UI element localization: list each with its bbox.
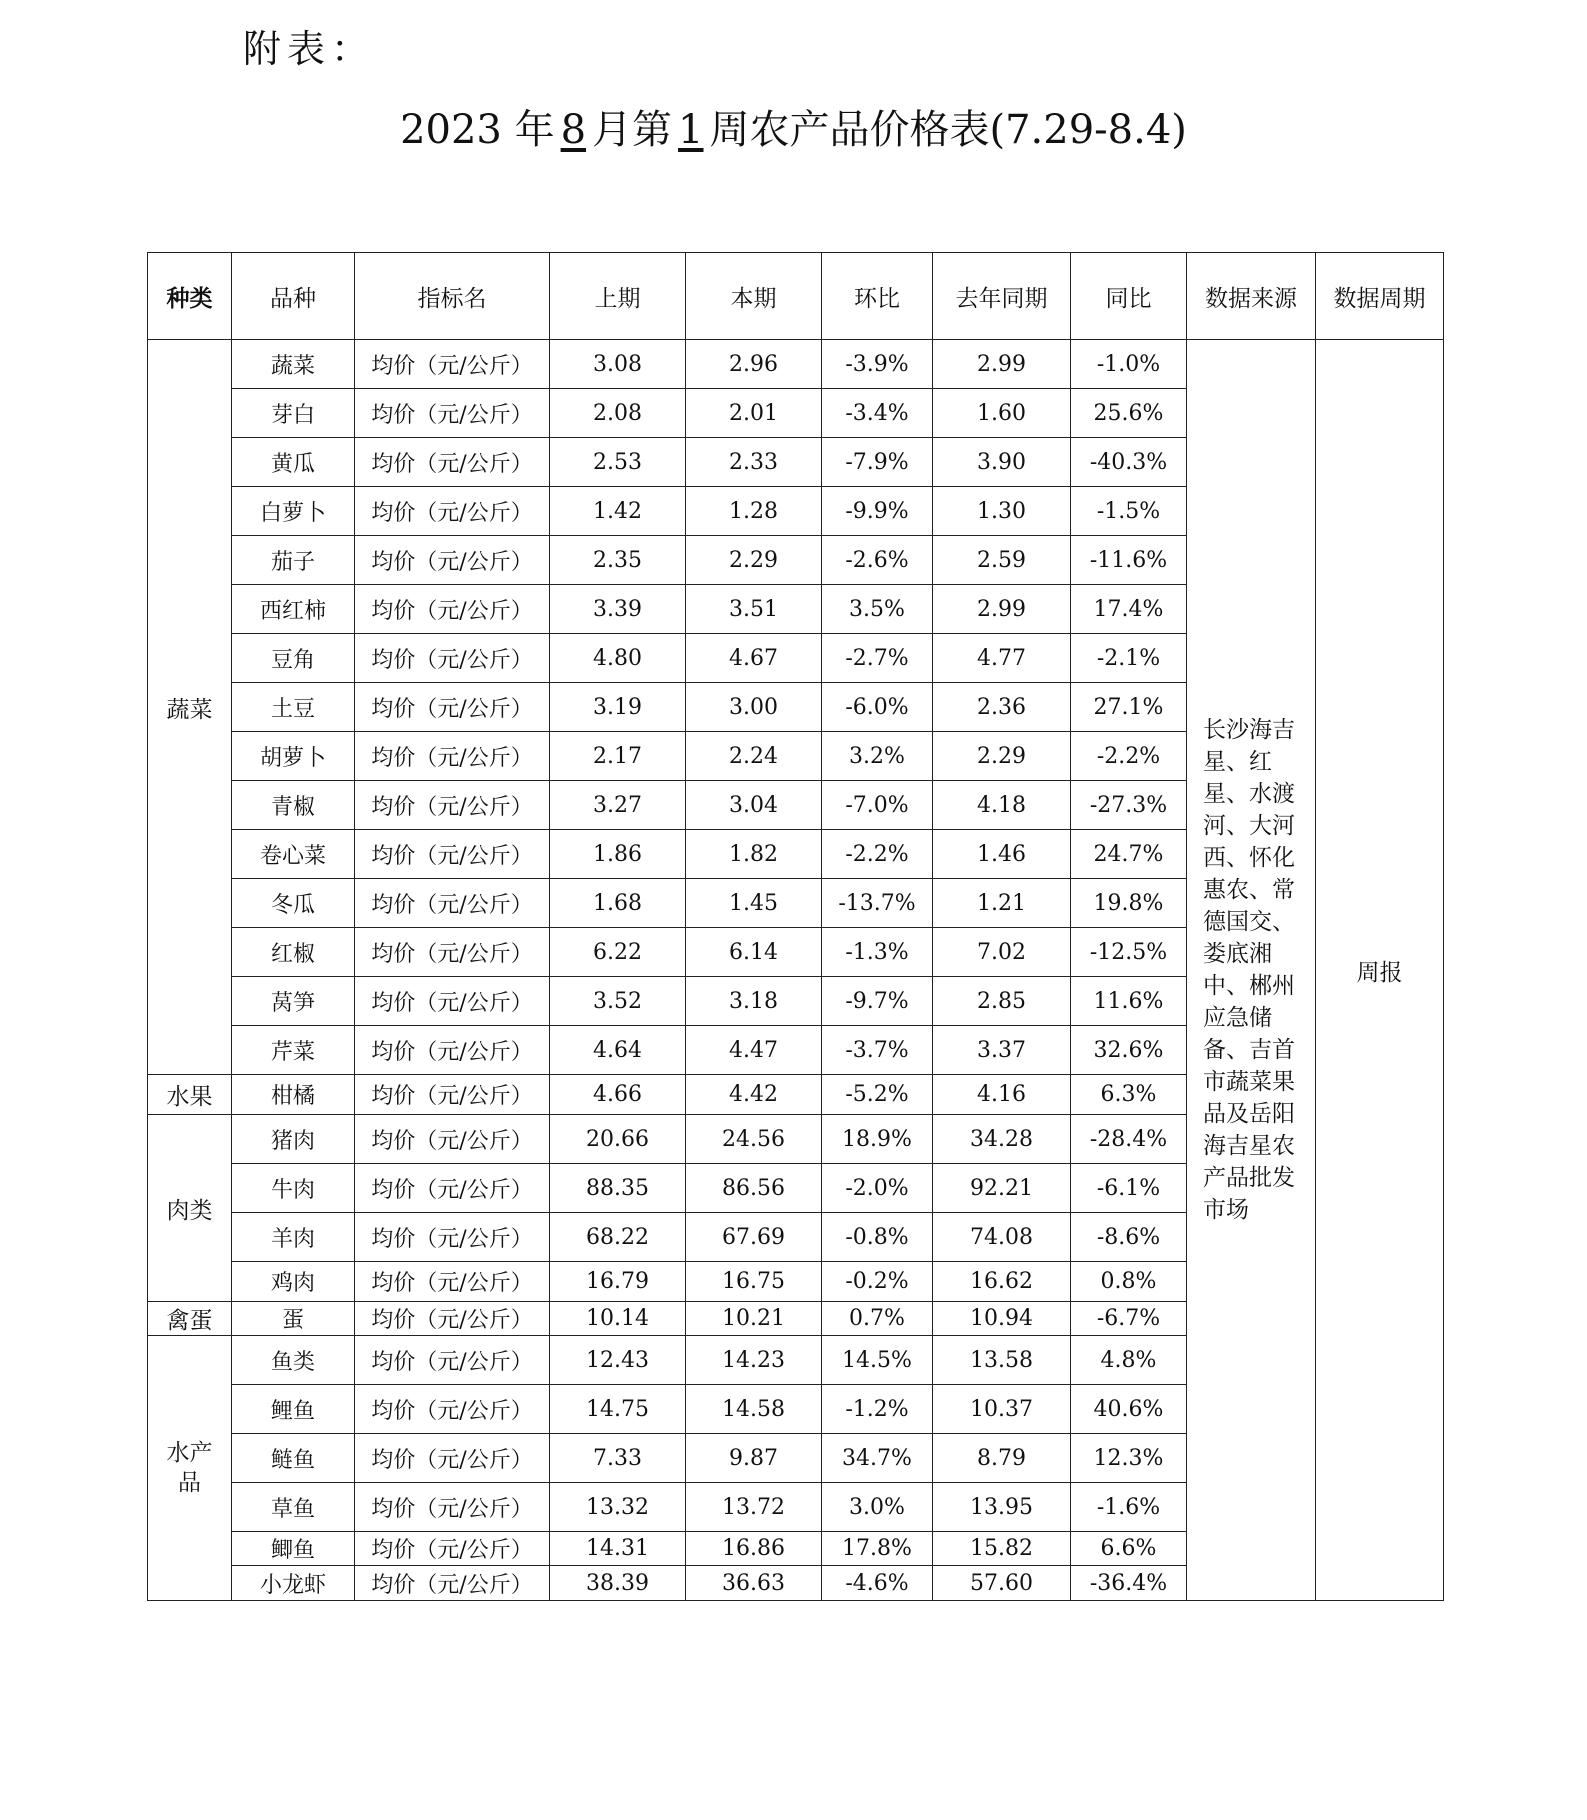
category-cell: 水果	[148, 1075, 232, 1115]
item-cell: 芽白	[232, 389, 355, 438]
item-cell: 胡萝卜	[232, 732, 355, 781]
curr-cell: 36.63	[686, 1566, 822, 1601]
last-year-cell: 74.08	[933, 1213, 1071, 1262]
indicator-cell: 均价（元/公斤）	[355, 781, 550, 830]
mom-cell: -3.9%	[822, 340, 933, 389]
col-header-last-year: 去年同期	[933, 253, 1071, 340]
curr-cell: 86.56	[686, 1164, 822, 1213]
curr-cell: 2.29	[686, 536, 822, 585]
curr-cell: 1.28	[686, 487, 822, 536]
item-cell: 蛋	[232, 1302, 355, 1336]
title-week: 1	[678, 107, 704, 153]
last-year-cell: 4.18	[933, 781, 1071, 830]
last-year-cell: 2.99	[933, 340, 1071, 389]
curr-cell: 67.69	[686, 1213, 822, 1262]
price-table-body	[148, 340, 1444, 1601]
item-cell: 鲤鱼	[232, 1385, 355, 1434]
prev-cell: 4.64	[550, 1026, 686, 1075]
item-cell: 鲢鱼	[232, 1434, 355, 1483]
yoy-cell: -6.7%	[1071, 1302, 1187, 1336]
curr-cell: 4.47	[686, 1026, 822, 1075]
data-period-cell: 周报	[1316, 340, 1444, 1601]
prev-cell: 68.22	[550, 1213, 686, 1262]
mom-cell: -7.9%	[822, 438, 933, 487]
item-cell: 鱼类	[232, 1336, 355, 1385]
prev-cell: 6.22	[550, 928, 686, 977]
last-year-cell: 2.29	[933, 732, 1071, 781]
yoy-cell: 6.3%	[1071, 1075, 1187, 1115]
category-cell: 禽蛋	[148, 1302, 232, 1336]
yoy-cell: 32.6%	[1071, 1026, 1187, 1075]
prev-cell: 3.08	[550, 340, 686, 389]
mom-cell: -1.3%	[822, 928, 933, 977]
last-year-cell: 3.90	[933, 438, 1071, 487]
prev-cell: 2.53	[550, 438, 686, 487]
data-source-cell	[1187, 340, 1316, 1601]
mom-cell: 18.9%	[822, 1115, 933, 1164]
item-cell: 西红柿	[232, 585, 355, 634]
prev-cell: 88.35	[550, 1164, 686, 1213]
last-year-cell: 34.28	[933, 1115, 1071, 1164]
curr-cell: 1.82	[686, 830, 822, 879]
indicator-cell: 均价（元/公斤）	[355, 340, 550, 389]
mom-cell: 17.8%	[822, 1532, 933, 1566]
curr-cell: 3.51	[686, 585, 822, 634]
mom-cell: -2.2%	[822, 830, 933, 879]
indicator-cell: 均价（元/公斤）	[355, 487, 550, 536]
curr-cell: 14.23	[686, 1336, 822, 1385]
prev-cell: 3.19	[550, 683, 686, 732]
yoy-cell: 4.8%	[1071, 1336, 1187, 1385]
prev-cell: 2.08	[550, 389, 686, 438]
item-cell: 青椒	[232, 781, 355, 830]
curr-cell: 2.24	[686, 732, 822, 781]
title-prefix: 2023 年	[400, 107, 555, 153]
yoy-cell: -8.6%	[1071, 1213, 1187, 1262]
curr-cell: 1.45	[686, 879, 822, 928]
yoy-cell: 27.1%	[1071, 683, 1187, 732]
yoy-cell: 40.6%	[1071, 1385, 1187, 1434]
mom-cell: -9.9%	[822, 487, 933, 536]
item-cell: 鸡肉	[232, 1262, 355, 1302]
mom-cell: 0.7%	[822, 1302, 933, 1336]
indicator-cell: 均价（元/公斤）	[355, 536, 550, 585]
prev-cell: 12.43	[550, 1336, 686, 1385]
indicator-cell: 均价（元/公斤）	[355, 879, 550, 928]
prev-cell: 3.27	[550, 781, 686, 830]
mom-cell: -4.6%	[822, 1566, 933, 1601]
yoy-cell: -1.0%	[1071, 340, 1187, 389]
prev-cell: 13.32	[550, 1483, 686, 1532]
indicator-cell: 均价（元/公斤）	[355, 1385, 550, 1434]
yoy-cell: -2.2%	[1071, 732, 1187, 781]
col-header-indicator: 指标名	[355, 253, 550, 340]
col-header-curr: 本期	[686, 253, 822, 340]
indicator-cell: 均价（元/公斤）	[355, 732, 550, 781]
curr-cell: 16.86	[686, 1532, 822, 1566]
curr-cell: 24.56	[686, 1115, 822, 1164]
yoy-cell: -1.5%	[1071, 487, 1187, 536]
yoy-cell: -36.4%	[1071, 1566, 1187, 1601]
last-year-cell: 1.60	[933, 389, 1071, 438]
indicator-cell: 均价（元/公斤）	[355, 1262, 550, 1302]
mom-cell: -3.4%	[822, 389, 933, 438]
indicator-cell: 均价（元/公斤）	[355, 438, 550, 487]
last-year-cell: 1.30	[933, 487, 1071, 536]
indicator-cell: 均价（元/公斤）	[355, 683, 550, 732]
table-row	[148, 340, 1444, 389]
item-cell: 小龙虾	[232, 1566, 355, 1601]
prev-cell: 7.33	[550, 1434, 686, 1483]
indicator-cell: 均价（元/公斤）	[355, 1213, 550, 1262]
yoy-cell: -12.5%	[1071, 928, 1187, 977]
category-cell: 肉类	[148, 1115, 232, 1302]
last-year-cell: 2.85	[933, 977, 1071, 1026]
item-cell: 豆角	[232, 634, 355, 683]
indicator-cell: 均价（元/公斤）	[355, 1115, 550, 1164]
indicator-cell: 均价（元/公斤）	[355, 585, 550, 634]
yoy-cell: -1.6%	[1071, 1483, 1187, 1532]
item-cell: 鲫鱼	[232, 1532, 355, 1566]
title-month: 8	[560, 107, 587, 153]
header-row	[148, 253, 1444, 340]
indicator-cell: 均价（元/公斤）	[355, 389, 550, 438]
indicator-cell: 均价（元/公斤）	[355, 1075, 550, 1115]
col-header-mom: 环比	[822, 253, 933, 340]
item-cell: 草鱼	[232, 1483, 355, 1532]
curr-cell: 14.58	[686, 1385, 822, 1434]
last-year-cell: 1.46	[933, 830, 1071, 879]
col-header-source: 数据来源	[1187, 253, 1316, 340]
col-header-category: 种类	[148, 253, 232, 340]
indicator-cell: 均价（元/公斤）	[355, 1434, 550, 1483]
mom-cell: -7.0%	[822, 781, 933, 830]
price-table	[147, 252, 1444, 1601]
curr-cell: 13.72	[686, 1483, 822, 1532]
item-cell: 土豆	[232, 683, 355, 732]
curr-cell: 2.33	[686, 438, 822, 487]
curr-cell: 9.87	[686, 1434, 822, 1483]
curr-cell: 10.21	[686, 1302, 822, 1336]
col-header-yoy: 同比	[1071, 253, 1187, 340]
indicator-cell: 均价（元/公斤）	[355, 1483, 550, 1532]
curr-cell: 4.67	[686, 634, 822, 683]
prev-cell: 1.86	[550, 830, 686, 879]
indicator-cell: 均价（元/公斤）	[355, 1026, 550, 1075]
last-year-cell: 4.77	[933, 634, 1071, 683]
yoy-cell: -28.4%	[1071, 1115, 1187, 1164]
indicator-cell: 均价（元/公斤）	[355, 1336, 550, 1385]
yoy-cell: 6.6%	[1071, 1532, 1187, 1566]
mom-cell: 3.2%	[822, 732, 933, 781]
col-header-period: 数据周期	[1316, 253, 1444, 340]
item-cell: 冬瓜	[232, 879, 355, 928]
last-year-cell: 2.99	[933, 585, 1071, 634]
mom-cell: 3.5%	[822, 585, 933, 634]
prev-cell: 1.42	[550, 487, 686, 536]
mom-cell: -6.0%	[822, 683, 933, 732]
last-year-cell: 2.59	[933, 536, 1071, 585]
last-year-cell: 2.36	[933, 683, 1071, 732]
yoy-cell: 11.6%	[1071, 977, 1187, 1026]
attachment-label: 附表：	[243, 27, 376, 71]
last-year-cell: 10.37	[933, 1385, 1071, 1434]
mom-cell: -9.7%	[822, 977, 933, 1026]
curr-cell: 2.96	[686, 340, 822, 389]
yoy-cell: -40.3%	[1071, 438, 1187, 487]
last-year-cell: 10.94	[933, 1302, 1071, 1336]
curr-cell: 2.01	[686, 389, 822, 438]
curr-cell: 3.04	[686, 781, 822, 830]
prev-cell: 1.68	[550, 879, 686, 928]
mom-cell: 14.5%	[822, 1336, 933, 1385]
prev-cell: 10.14	[550, 1302, 686, 1336]
prev-cell: 4.80	[550, 634, 686, 683]
curr-cell: 4.42	[686, 1075, 822, 1115]
indicator-cell: 均价（元/公斤）	[355, 1302, 550, 1336]
page-title	[0, 98, 1587, 155]
curr-cell: 3.00	[686, 683, 822, 732]
prev-cell: 14.31	[550, 1532, 686, 1566]
title-suffix: 周农产品价格表(7.29-8.4)	[709, 107, 1187, 153]
yoy-cell: 19.8%	[1071, 879, 1187, 928]
col-header-item: 品种	[232, 253, 355, 340]
last-year-cell: 8.79	[933, 1434, 1071, 1483]
mom-cell: -1.2%	[822, 1385, 933, 1434]
item-cell: 卷心菜	[232, 830, 355, 879]
last-year-cell: 15.82	[933, 1532, 1071, 1566]
item-cell: 牛肉	[232, 1164, 355, 1213]
last-year-cell: 16.62	[933, 1262, 1071, 1302]
prev-cell: 4.66	[550, 1075, 686, 1115]
prev-cell: 2.17	[550, 732, 686, 781]
mom-cell: -13.7%	[822, 879, 933, 928]
item-cell: 白萝卜	[232, 487, 355, 536]
mom-cell: -5.2%	[822, 1075, 933, 1115]
title-mid: 月第	[592, 107, 673, 153]
category-cell: 蔬菜	[148, 340, 232, 1075]
prev-cell: 14.75	[550, 1385, 686, 1434]
item-cell: 柑橘	[232, 1075, 355, 1115]
last-year-cell: 92.21	[933, 1164, 1071, 1213]
indicator-cell: 均价（元/公斤）	[355, 634, 550, 683]
curr-cell: 16.75	[686, 1262, 822, 1302]
indicator-cell: 均价（元/公斤）	[355, 977, 550, 1026]
last-year-cell: 4.16	[933, 1075, 1071, 1115]
item-cell: 芹菜	[232, 1026, 355, 1075]
yoy-cell: 0.8%	[1071, 1262, 1187, 1302]
yoy-cell: -11.6%	[1071, 536, 1187, 585]
mom-cell: 34.7%	[822, 1434, 933, 1483]
item-cell: 莴笋	[232, 977, 355, 1026]
mom-cell: -2.6%	[822, 536, 933, 585]
data-source-text: 长沙海吉星、红星、水渡河、大河西、怀化惠农、常德国交、娄底湘中、郴州应急储备、吉首市蔬菜果品及岳阳海吉星农产品批发市场	[1203, 717, 1295, 1223]
yoy-cell: -6.1%	[1071, 1164, 1187, 1213]
item-cell: 猪肉	[232, 1115, 355, 1164]
mom-cell: -0.2%	[822, 1262, 933, 1302]
mom-cell: -0.8%	[822, 1213, 933, 1262]
last-year-cell: 13.95	[933, 1483, 1071, 1532]
prev-cell: 20.66	[550, 1115, 686, 1164]
item-cell: 黄瓜	[232, 438, 355, 487]
indicator-cell: 均价（元/公斤）	[355, 1532, 550, 1566]
prev-cell: 3.39	[550, 585, 686, 634]
last-year-cell: 13.58	[933, 1336, 1071, 1385]
yoy-cell: 17.4%	[1071, 585, 1187, 634]
mom-cell: -2.7%	[822, 634, 933, 683]
category-cell: 水产品	[148, 1336, 232, 1601]
mom-cell: -2.0%	[822, 1164, 933, 1213]
prev-cell: 38.39	[550, 1566, 686, 1601]
yoy-cell: 12.3%	[1071, 1434, 1187, 1483]
item-cell: 茄子	[232, 536, 355, 585]
last-year-cell: 1.21	[933, 879, 1071, 928]
curr-cell: 3.18	[686, 977, 822, 1026]
last-year-cell: 7.02	[933, 928, 1071, 977]
col-header-prev: 上期	[550, 253, 686, 340]
yoy-cell: -2.1%	[1071, 634, 1187, 683]
yoy-cell: 24.7%	[1071, 830, 1187, 879]
prev-cell: 2.35	[550, 536, 686, 585]
prev-cell: 3.52	[550, 977, 686, 1026]
indicator-cell: 均价（元/公斤）	[355, 1164, 550, 1213]
item-cell: 红椒	[232, 928, 355, 977]
indicator-cell: 均价（元/公斤）	[355, 1566, 550, 1601]
prev-cell: 16.79	[550, 1262, 686, 1302]
last-year-cell: 3.37	[933, 1026, 1071, 1075]
mom-cell: 3.0%	[822, 1483, 933, 1532]
yoy-cell: -27.3%	[1071, 781, 1187, 830]
yoy-cell: 25.6%	[1071, 389, 1187, 438]
item-cell: 蔬菜	[232, 340, 355, 389]
curr-cell: 6.14	[686, 928, 822, 977]
mom-cell: -3.7%	[822, 1026, 933, 1075]
indicator-cell: 均价（元/公斤）	[355, 928, 550, 977]
item-cell: 羊肉	[232, 1213, 355, 1262]
last-year-cell: 57.60	[933, 1566, 1071, 1601]
indicator-cell: 均价（元/公斤）	[355, 830, 550, 879]
